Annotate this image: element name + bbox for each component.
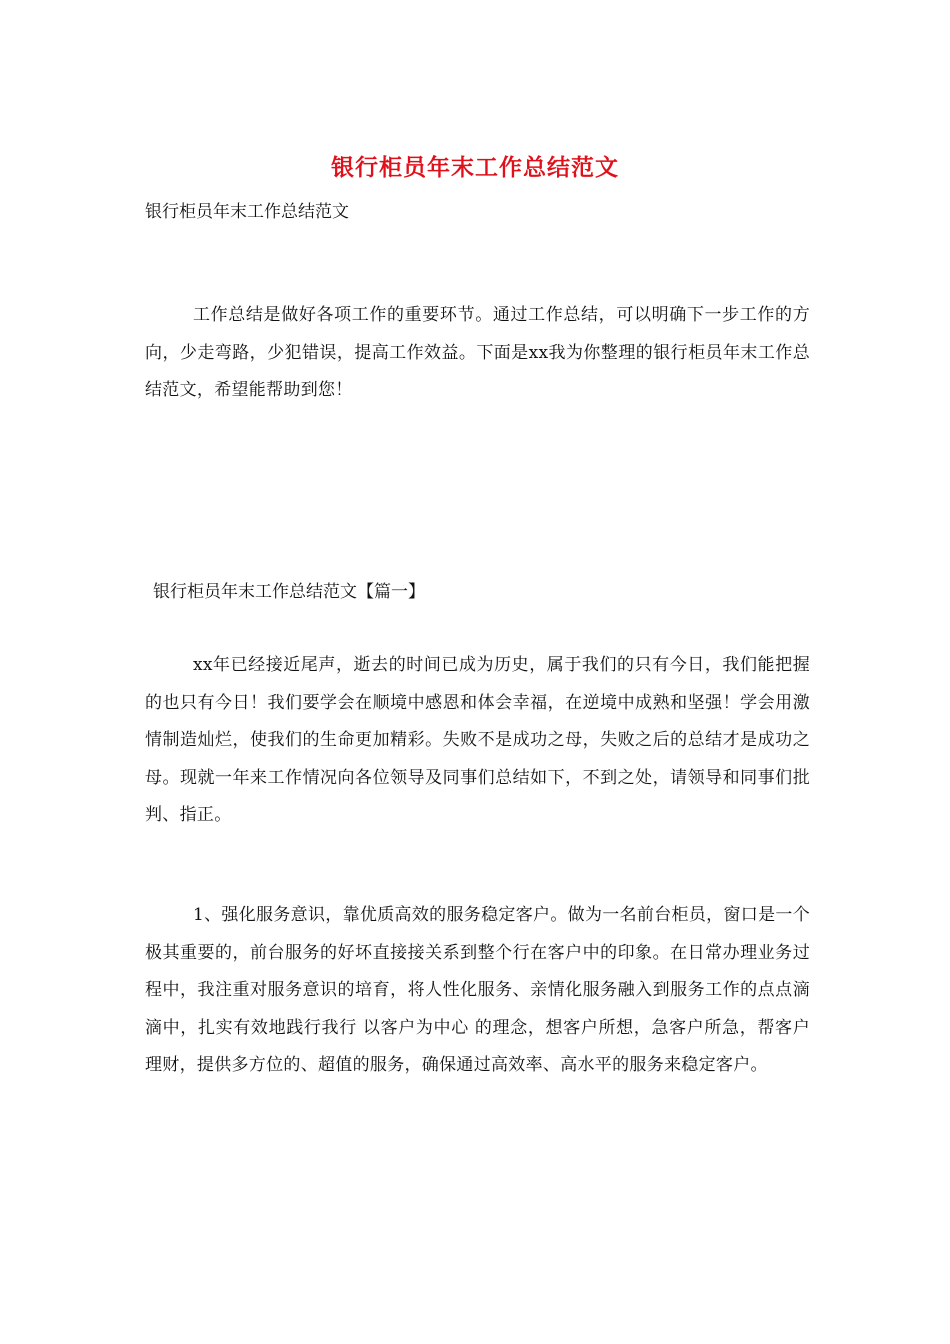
section-heading: 银行柜员年末工作总结范文【篇一】	[153, 582, 425, 602]
intro-paragraph: 工作总结是做好各项工作的重要环节。通过工作总结，可以明确下一步工作的方向，少走弯路，少犯错误，提高工作效益。下面是xx我为你整理的银行柜员年末工作总结范文，希望能帮助到您！	[145, 305, 810, 400]
body-paragraph-1: xx年已经接近尾声，逝去的时间已成为历史，属于我们的只有今日，我们能把握的也只有今日！我们要学会在顺境中感恩和体会幸福，在逆境中成熟和坚强！学会用激情制造灿烂，使我们的生命更加精彩。失败不是成功之母，失败之后的总结才是成功之母。现就一年来工作情况向各位领导及同事们总结如下，不到之处，请领导和同事们批判、指正。	[145, 655, 810, 825]
body-paragraph-2: 1、强化服务意识，靠优质高效的服务稳定客户。做为一名前台柜员，窗口是一个极其重要的，前台服务的好坏直接接关系到整个行在客户中的印象。在日常办理业务过程中，我注重对服务意识的培育，将人性化服务、亲情化服务融入到服务工作的点点滴滴中，扎实有效地践行我行 以客户为中心 的理念，想客户所想，急客户所急，帮客户理财，提供多方位的、超值的服务，确保通过高效率、高水平的服务来稳定客户。	[145, 905, 810, 1075]
document-title: 银行柜员年末工作总结范文	[331, 154, 619, 181]
document-subtitle: 银行柜员年末工作总结范文	[145, 202, 349, 222]
